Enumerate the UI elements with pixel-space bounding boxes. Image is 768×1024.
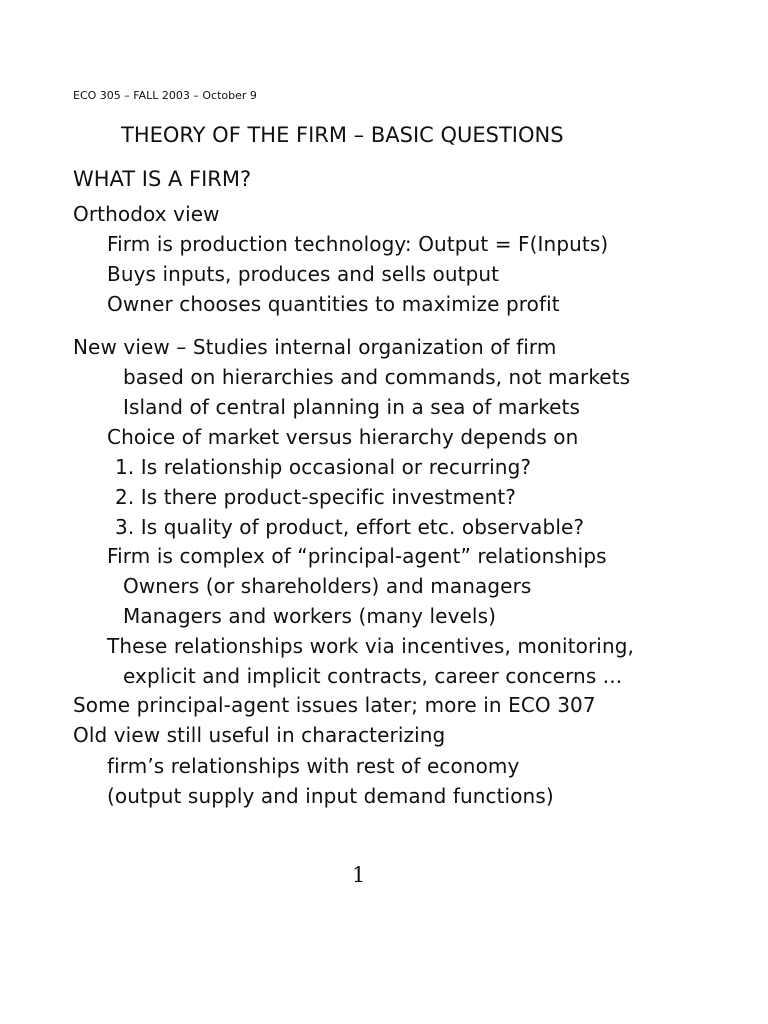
orthodox-item: Buys inputs, produces and sells output [107,262,500,286]
relationship-mechanisms: These relationships work via incentives, monitoring, [107,634,634,658]
page-title: THEORY OF THE FIRM – BASIC QUESTIONS [121,123,564,147]
orthodox-item: Firm is production technology: Output = F(Inputs) [107,232,609,256]
question-item: 1. Is relationship occasional or recurring? [115,455,532,479]
relationship-pair: Managers and workers (many levels) [123,604,497,628]
orthodox-heading: Orthodox view [73,202,220,226]
new-view-detail: based on hierarchies and commands, not markets [123,365,631,389]
section-heading: WHAT IS A FIRM? [73,167,252,191]
new-view-heading: New view – Studies internal organization of firm [73,335,557,359]
choice-text: Choice of market versus hierarchy depends on [107,425,579,449]
principal-agent-text: Firm is complex of “principal-agent” relationships [107,544,607,568]
question-item: 2. Is there product-specific investment? [115,485,517,509]
orthodox-item: Owner chooses quantities to maximize profit [107,292,560,316]
question-item: 3. Is quality of product, effort etc. observable? [115,515,585,539]
old-view-item: firm’s relationships with rest of economy [107,754,520,778]
old-view-item: (output supply and input demand functions) [107,784,554,808]
contract-text: explicit and implicit contracts, career concerns ... [123,664,623,688]
old-view-heading: Old view still useful in characterizing [73,723,446,747]
relationship-pair: Owners (or shareholders) and managers [123,574,532,598]
later-note: Some principal-agent issues later; more in ECO 307 [73,693,596,717]
course-header: ECO 305 – FALL 2003 – October 9 [73,89,257,102]
page-number: 1 [352,863,366,887]
new-view-detail: Island of central planning in a sea of markets [123,395,581,419]
